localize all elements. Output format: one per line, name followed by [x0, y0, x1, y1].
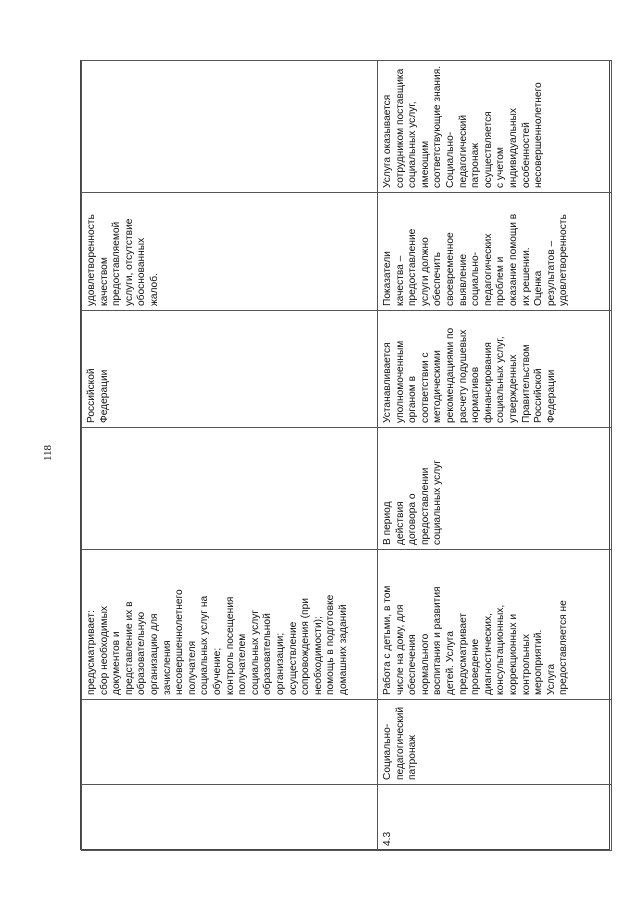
rotated-table-container: [81, 61, 611, 851]
services-table-frame: [80, 60, 610, 850]
social-services-table: [81, 60, 612, 851]
page-number: 118: [42, 444, 55, 462]
cell-conditions: Услуга оказывается сотрудником поставщика социальных услуг, имеющим соответствующие знания. Социально-педагогический патронаж осуществляется с учетом индивидуальных особенностей несовершеннолетнего: [378, 61, 612, 193]
cell-description: Работа с детьми, в том числе на дому, для обеспечения нормального воспитания и развития детей. Услуга предусматривает проведение диагностических, консультационных, коррекционных и контрольных мероприятий. Услуга предоставляется не: [378, 550, 612, 700]
cell-norms: Российской Федерации: [82, 311, 378, 428]
cell-service-name: [82, 700, 378, 785]
cell-number: 4.3: [378, 785, 612, 851]
table-row: [82, 61, 378, 851]
cell-number: [82, 785, 378, 851]
cell-quality-indicators: Показатели качества – предоставление услуги должно обеспечить своевременное выявление социально- педагогических проблем и оказание помощи в их решении. Оценка результатов – удовлетворенность: [378, 193, 612, 311]
cell-description: предусматривает: сбор необходимых документов и представление их в образовательную организацию для зачисления несовершеннолетнего получателя социальных услуг на обучение; контроль посещения получателем социальных услуг образовательной организации; осуществление сопровождения (при необходимости); помощь в подготовке домашних заданий: [82, 550, 378, 700]
cell-service-name: Социально- педагогический патронаж: [378, 700, 612, 785]
cell-conditions: [82, 61, 378, 193]
table-row: [378, 61, 612, 851]
cell-quality-indicators: удовлетворенность качеством предоставляемой услуги, отсутствие обоснованных жалоб.: [82, 193, 378, 311]
cell-norms: Устанавливается уполномоченным органом в соответствии с методическими рекомендациями по расчету подушевых нормативов финансирования социальных услуг, утвержденных Правительством Российской Федерации: [378, 311, 612, 428]
cell-term: [82, 428, 378, 550]
cell-term: В период действия договора о предоставлении социальных услуг: [378, 428, 612, 550]
